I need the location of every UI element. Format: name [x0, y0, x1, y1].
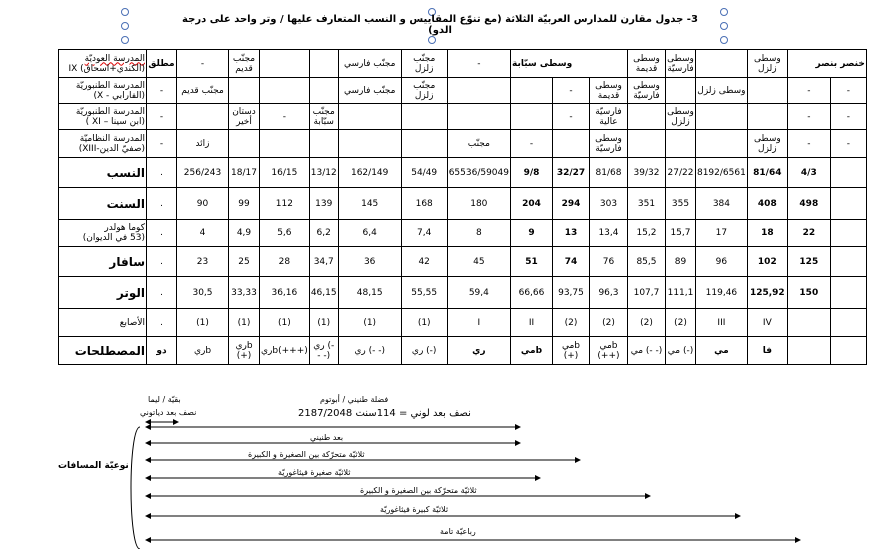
ratios-cell: 27/22 [665, 158, 695, 188]
cents-cell: 90 [177, 188, 229, 220]
ratios-cell: 16/15 [260, 158, 310, 188]
cents-cell: 204 [510, 188, 552, 220]
ratios-row [59, 158, 867, 188]
header-wusta-sabbaba: وسطى سبّابة [510, 50, 627, 78]
ratios-cell: 81/68 [589, 158, 627, 188]
terms-label: المصطلحات [59, 337, 147, 365]
string-cell: 59,4 [447, 277, 510, 309]
fingers-cell: (2) [665, 309, 695, 337]
label-neutral-third-2: ثلاثيّة متحرّكة بين الصغيرة و الكبيرة [360, 486, 477, 495]
fingers-cell: (1) [177, 309, 229, 337]
fingers-cell: (1) [260, 309, 310, 337]
savart-cell: 74 [552, 247, 589, 277]
string-cell: 107,7 [627, 277, 665, 309]
savart-row [59, 247, 867, 277]
string-cell: 150 [787, 277, 830, 309]
cents-label: السنت [59, 188, 147, 220]
cents-cell: 180 [447, 188, 510, 220]
comma-cell: 15,7 [665, 220, 695, 247]
ratios-cell: 65536/59049 [447, 158, 510, 188]
ratios-cell: 39/32 [627, 158, 665, 188]
string-cell: . [147, 277, 177, 309]
cell: مجنّب زلزل [401, 50, 447, 78]
fingers-cell: IV [747, 309, 787, 337]
fingers-cell: (2) [589, 309, 627, 337]
string-cell: 93,75 [552, 277, 589, 309]
string-cell: 46,15 [309, 277, 338, 309]
string-cell: 66,66 [510, 277, 552, 309]
ratios-cell: 256/243 [177, 158, 229, 188]
savart-cell: 28 [260, 247, 310, 277]
string-label: الوتر [59, 277, 147, 309]
header-khinsir-binsir: خنصر بنصر [787, 50, 866, 78]
cents-cell: 303 [589, 188, 627, 220]
string-cell: 33,33 [229, 277, 260, 309]
resize-handle-top-left[interactable] [121, 8, 129, 16]
fingers-cell: III [695, 309, 747, 337]
terms-cell: فا [747, 337, 787, 365]
savart-cell: . [147, 247, 177, 277]
savart-cell: 25 [229, 247, 260, 277]
school-row-3-label: المدرسة الطنبوريّة (ابن سينا – XI ) [59, 104, 147, 130]
string-cell: 119,46 [695, 277, 747, 309]
savart-cell: 89 [665, 247, 695, 277]
cents-cell: 355 [665, 188, 695, 220]
fingers-cell: (2) [627, 309, 665, 337]
savart-cell: 23 [177, 247, 229, 277]
header-mutlaq: مطلق [147, 50, 177, 78]
savart-cell: 36 [338, 247, 401, 277]
school-row-2-label: المدرسة الطنبوريّة (الفارابي - X) [59, 78, 147, 104]
cents-cell: . [147, 188, 177, 220]
savart-cell: 51 [510, 247, 552, 277]
cents-cell: 384 [695, 188, 747, 220]
ratios-cell: 54/49 [401, 158, 447, 188]
cell: مجنّب فارسي [338, 50, 401, 78]
cell: وسطى فارسيّة [665, 50, 695, 78]
savart-cell: 76 [589, 247, 627, 277]
comma-cell: 22 [787, 220, 830, 247]
comma-label: كوما هولدر (53 في الديوان) [59, 220, 147, 247]
comma-cell: 7,4 [401, 220, 447, 247]
terms-cell: ري (- - -) [309, 337, 338, 365]
savart-cell: 34,7 [309, 247, 338, 277]
terms-cell: ريb(+++) [260, 337, 310, 365]
table-title: 3- جدول مقارن للمدارس العربيّة الثلاثة (مع تنوّع المقاييس و النسب المتعارف عليها / وتر واحد على درجة الدو) [182, 14, 698, 36]
comma-cell: 17 [695, 220, 747, 247]
comma-cell: 6,2 [309, 220, 338, 247]
school-row-4-label: المدرسة النظاميّة (صفيّ الدين-XIII) [59, 130, 147, 158]
cents-cell: 139 [309, 188, 338, 220]
side-label: نوعيّة المسافات [58, 461, 129, 471]
string-cell: 96,3 [589, 277, 627, 309]
label-neutral-third: ثلاثيّة متحرّكة بين الصغيرة و الكبيرة [248, 450, 365, 459]
string-cell: 48,15 [338, 277, 401, 309]
string-cell: 111,1 [665, 277, 695, 309]
ratios-cell: 81/64 [747, 158, 787, 188]
resize-handle-right[interactable] [720, 22, 728, 30]
label-minor-third: ثلاثيّة صغيرة فيثاغوريّة [278, 468, 351, 477]
comma-cell: 13 [552, 220, 589, 247]
savart-cell: 45 [447, 247, 510, 277]
comma-cell: 8 [447, 220, 510, 247]
terms-cell: ري [447, 337, 510, 365]
savart-label: سافار [59, 247, 147, 277]
label-limma: بقيّة / ليما [148, 395, 181, 404]
savart-cell: 125 [787, 247, 830, 277]
comma-cell: 9 [510, 220, 552, 247]
cents-cell: 408 [747, 188, 787, 220]
cents-cell: 498 [787, 188, 830, 220]
cents-row [59, 188, 867, 220]
label-tone: بعد طنيني [310, 433, 344, 442]
resize-handle-mid[interactable] [428, 36, 436, 44]
fingers-cell: (1) [229, 309, 260, 337]
resize-handle-left[interactable] [121, 22, 129, 30]
string-cell: 125,92 [747, 277, 787, 309]
label-apotome: فضلة طنيني / أبوتوم [320, 395, 389, 404]
savart-cell: 42 [401, 247, 447, 277]
fingers-cell: (1) [338, 309, 401, 337]
brace [131, 427, 140, 549]
ratios-label: النسب [59, 158, 147, 188]
ratios-cell: 162/149 [338, 158, 401, 188]
label-chromatic: نصف بعد لوني = 114سنت 2187/2048 [298, 408, 471, 419]
string-cell: 55,55 [401, 277, 447, 309]
fingers-cell: (1) [401, 309, 447, 337]
cents-cell: 145 [338, 188, 401, 220]
terms-cell: ريb (+) [229, 337, 260, 365]
terms-cell: ميb (++) [589, 337, 627, 365]
comma-cell: 4 [177, 220, 229, 247]
cell: وسطى زلزل [747, 50, 787, 78]
terms-cell: ريb [177, 337, 229, 365]
fingers-cell: (2) [552, 309, 589, 337]
label-fourth: رباعيّة تامة [440, 527, 476, 536]
terms-row [59, 337, 867, 365]
comma-cell: 18 [747, 220, 787, 247]
cents-cell: 112 [260, 188, 310, 220]
school-row-1-label: المدرسة العوديّة (الكندي+اسحاق) IX [59, 50, 147, 78]
string-row [59, 277, 867, 309]
ratios-cell: 4/3 [787, 158, 830, 188]
ratios-cell: 8192/6561 [695, 158, 747, 188]
comma-cell: 6,4 [338, 220, 401, 247]
resize-handle-top-right[interactable] [720, 8, 728, 16]
comma-cell: 5,6 [260, 220, 310, 247]
terms-cell: مي [695, 337, 747, 365]
fingers-cell: . [147, 309, 177, 337]
comma-cell: 15,2 [627, 220, 665, 247]
fingers-cell: I [447, 309, 510, 337]
label-major-third: ثلاثيّة كبيرة فيثاغوريّة [380, 505, 449, 514]
cell: وسطى قديمة [627, 50, 665, 78]
fingers-label: الأصابع [59, 309, 147, 337]
terms-cell: دو [147, 337, 177, 365]
string-cell: 36,16 [260, 277, 310, 309]
resize-handle-right-2[interactable] [720, 36, 728, 44]
comparison-table: المدرسة العوديّة (الكندي+اسحاق) IX مطلق - مجنّب قديم مجنّب فارسي مجنّب زلزل - وسطى سبّابة وسطى قديمة وسطى فارسيّة وسطى زلزل خنصر بنصر المدرسة الطنبوريّة (الفارابي - X) - مجنّب قديم مجنّب فارسي مجنّب زلزل - وسطى قديمة وسطى فارسيّة وسطى زلزل - - المدرسة الطنبوريّة (ابن سينا – XI ) - دستان أخير - مجنّب سبّابة - فارسيّة عالية وسطى زلزل - - المدرسة النظاميّة (صفيّ الدين-XIII) - زائد مجنّب - وسطى فارسيّة وسطى زلزل - - النسب . 256/243 18/17 16/15 13/12 162/149 54/49 65536/59049 9/8 32/27 81/68 39/32 27/22 8192/6561 81/64 4/3 السنت . 90 99 112 139 145 168 180 204 294 303 351 355 384 408 498 كوما هولدر (53 في الديوان) . 4 4,9 5,6 6,2 6,4 7,4 8 9 13 13,4 15,2 15,7 17 18 22 سافار . 23 25 28 34,7 36 42 45 51 74 76 85,5 89 96 102 125 الوتر . 30,5 33,33 36,16 46,15 48,15 55,55 59,4 66,66 93,75 96,3 107,7 111,1 119,46 125,92 150 الأصابع . (1) (1) (1) (1) (1) (1) I II (2) (2) (2) (2) III IV المصطلحات دو ريb ريb (+) ريb(+++) ري (- - -) ري (- -) ري (-) ري ميb ميb (+) ميb (++) مي (- -) مي (-) مي فا [58, 49, 867, 365]
terms-cell: ري (-) [401, 337, 447, 365]
terms-cell: ميb (+) [552, 337, 589, 365]
terms-cell: مي (- -) [627, 337, 665, 365]
cell: - [177, 50, 229, 78]
cents-cell: 351 [627, 188, 665, 220]
fingers-cell: II [510, 309, 552, 337]
cell: - [447, 50, 510, 78]
comma-cell: 4,9 [229, 220, 260, 247]
resize-handle-left-2[interactable] [121, 36, 129, 44]
cell: مجنّب قديم [229, 50, 260, 78]
comma-row [59, 220, 867, 247]
fingers-cell: (1) [309, 309, 338, 337]
ratios-cell: 9/8 [510, 158, 552, 188]
terms-cell: مي (-) [665, 337, 695, 365]
string-cell: 30,5 [177, 277, 229, 309]
comma-cell: 13,4 [589, 220, 627, 247]
ratios-cell: 13/12 [309, 158, 338, 188]
savart-cell: 102 [747, 247, 787, 277]
terms-cell: ميb [510, 337, 552, 365]
comma-cell: . [147, 220, 177, 247]
savart-cell: 85,5 [627, 247, 665, 277]
cents-cell: 99 [229, 188, 260, 220]
cents-cell: 294 [552, 188, 589, 220]
savart-cell: 96 [695, 247, 747, 277]
terms-cell: ري (- -) [338, 337, 401, 365]
ratios-cell: . [147, 158, 177, 188]
fingers-row [59, 309, 867, 337]
ratios-cell: 18/17 [229, 158, 260, 188]
ratios-cell: 32/27 [552, 158, 589, 188]
cents-cell: 168 [401, 188, 447, 220]
label-diatonic: نصف بعد دياتوني [140, 408, 197, 417]
